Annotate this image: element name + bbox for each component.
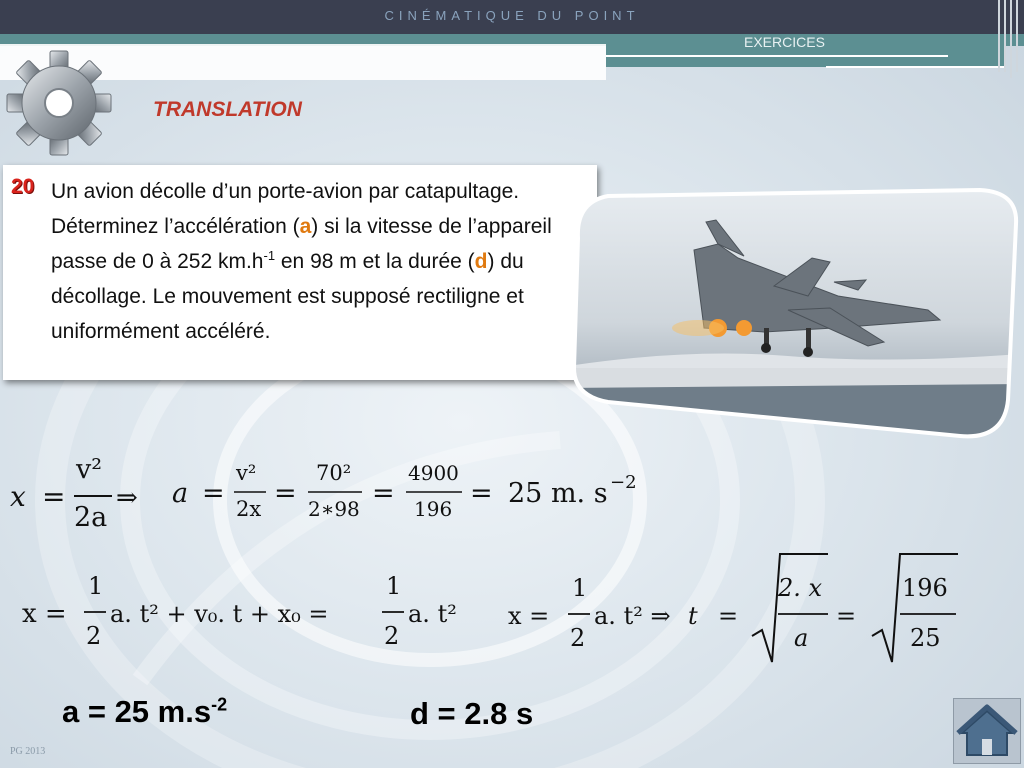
eq-numerator: 1 [386, 572, 402, 600]
equation-acceleration [170, 452, 650, 532]
eq-numerator: 70² [316, 461, 352, 485]
eq-result: 25 m. s [508, 478, 608, 509]
variable-a: a [299, 215, 312, 238]
result-exponent: -2 [211, 694, 228, 715]
divider-line [606, 55, 948, 57]
eq-denominator: 196 [414, 497, 453, 521]
eq-denominator: 2a [74, 502, 108, 533]
eq-numerator: 4900 [408, 461, 459, 485]
eq-numerator: v² [236, 461, 257, 485]
eq-numerator: v² [76, 454, 103, 485]
eq-numerator: 1 [572, 574, 588, 602]
equation-time [506, 550, 1006, 670]
eq-denominator: 25 [910, 624, 941, 652]
eq-symbol: = [274, 478, 297, 509]
problem-text-part: Un avion décolle d’un porte-avion par catapultage. Déterminez l’accélération ( [51, 180, 520, 238]
eq-symbol: ⇒ [116, 483, 138, 513]
gear-icon [4, 48, 114, 158]
eq-denominator: 2 [384, 622, 400, 650]
problem-text-part: en 98 m et la durée ( [275, 250, 475, 273]
header-bar [0, 0, 1024, 34]
eq-term: a. t² [408, 600, 457, 628]
problem-number: 20 [11, 175, 35, 198]
home-button[interactable] [953, 698, 1021, 764]
divider-line [826, 66, 1006, 68]
subheader [606, 34, 1006, 67]
eq-symbol: t [688, 602, 698, 630]
eq-denominator: 2 [570, 624, 586, 652]
eq-symbol: = [202, 478, 225, 509]
eq-numerator: 196 [902, 574, 948, 602]
eq-lhs: x = [508, 602, 550, 630]
jet-photo [568, 178, 1020, 440]
section-title: TRANSLATION [153, 98, 302, 121]
eq-symbol: = [42, 480, 66, 513]
problem-text-part: ) si la vitesse de l’appareil passe de 0 à 252 km.h [51, 215, 552, 273]
eq-exponent: −2 [610, 472, 637, 493]
result-duration: d = 2.8 s [410, 696, 534, 731]
eq-symbol: = [470, 478, 493, 509]
eq-numerator: 2. x [778, 574, 823, 602]
presentation-title: CINÉMATIQUE DU POINT [384, 8, 640, 23]
eq-denominator: 2 [86, 622, 102, 650]
decor-bars [994, 0, 1024, 80]
sqrt-sign [752, 554, 828, 662]
eq-symbol: = [372, 478, 395, 509]
problem-statement [3, 165, 597, 380]
home-icon [954, 699, 1020, 763]
problem-text-part: ) du décollage. Le mouvement est supposé rectiligne et uniformément accéléré. [51, 250, 524, 343]
equation-kinematic [8, 448, 150, 538]
variable-d: d [474, 250, 488, 273]
eq-symbol: x [10, 480, 26, 513]
eq-symbol: = [836, 602, 857, 630]
eq-symbol: = [718, 602, 739, 630]
eq-denominator: 2x [236, 497, 262, 521]
eq-lhs: x = [22, 599, 67, 629]
eq-term: a. t² ⇒ [594, 602, 671, 630]
problem-text [51, 174, 591, 349]
eq-denominator: 2∗98 [308, 497, 360, 521]
exponent: -1 [263, 248, 276, 263]
eq-symbol: a [172, 478, 189, 509]
chapter-label: EXERCICES [744, 34, 825, 50]
result-text: a = 25 m.s [62, 694, 212, 729]
footer-credit: PG 2013 [10, 746, 46, 757]
eq-term: a. t² + v₀. t + x₀ = [110, 600, 329, 628]
equation-position [20, 566, 480, 656]
eq-denominator: a [794, 624, 809, 652]
eq-numerator: 1 [88, 572, 104, 600]
result-acceleration [62, 694, 227, 730]
